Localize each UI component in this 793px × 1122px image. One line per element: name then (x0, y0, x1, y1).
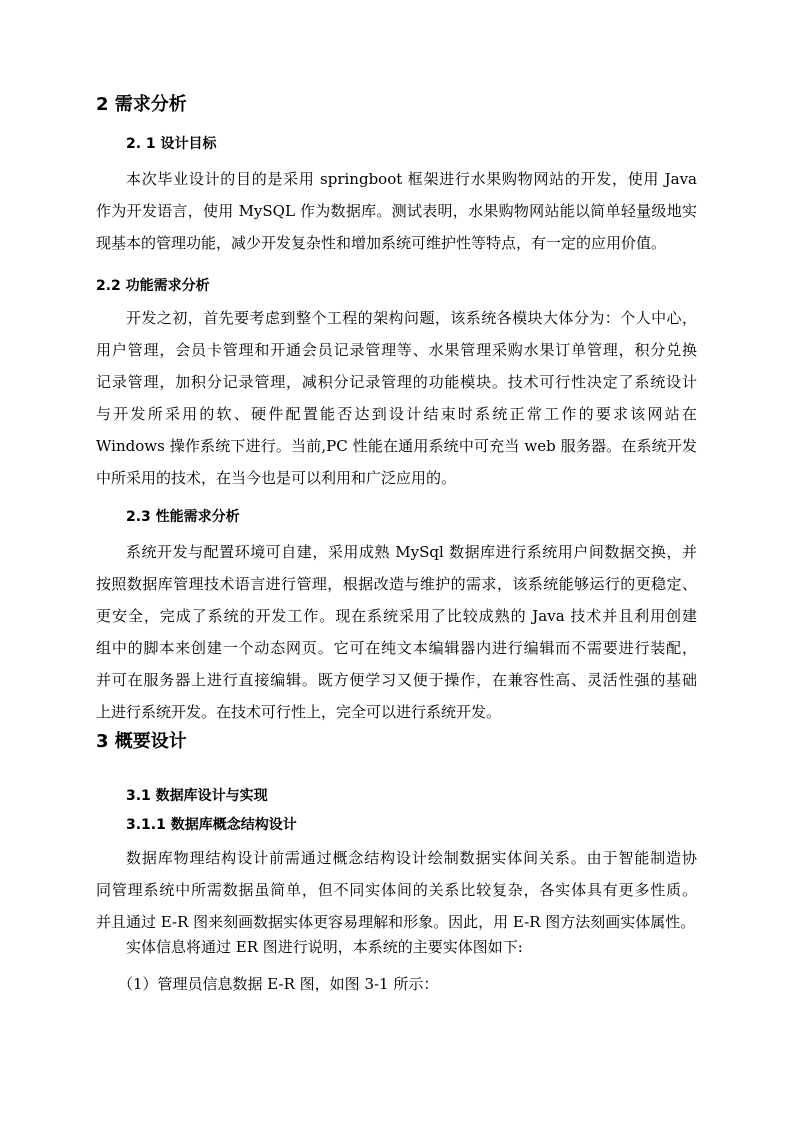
section-2-3-paragraph (96, 536, 697, 728)
section-2-1-heading: 2. 1 设计目标 (126, 136, 217, 152)
paragraph-line: 作为开发语言，使用 MySQL 作为数据库。测试表明，水果购物网站能以简单轻量级地实 (96, 202, 697, 220)
paragraph-line: 中所采用的技术，在当今也是可以利用和广泛应用的。 (96, 469, 457, 487)
section-2-1-paragraph (96, 163, 697, 259)
paragraph-line: 数据库物理结构设计前需通过概念结构设计绘制数据实体间关系。由于智能制造协 (126, 849, 697, 867)
section-3-1-heading: 3.1 数据库设计与实现 (126, 788, 268, 804)
paragraph-line: Windows 操作系统下进行。当前,PC 性能在通用系统中可充当 web 服务器。在系统开发 (96, 437, 697, 455)
paragraph-line: 同管理系统中所需数据虽简单，但不同实体间的关系比较复杂，各实体具有更多性质。 (96, 881, 697, 899)
paragraph-line: 并且通过 E-R 图来刻画数据实体更容易理解和形象。因此，用 E-R 图方法刻画实体属性。 (96, 913, 696, 931)
paragraph-line: 更安全，完成了系统的开发工作。现在系统采用了比较成熟的 Java 技术并且利用创建 (96, 607, 697, 625)
paragraph-line: 上进行系统开发。在技术可行性上，完全可以进行系统开发。 (96, 703, 502, 721)
section-3-1-1-heading: 3.1.1 数据库概念结构设计 (126, 817, 297, 833)
paragraph-line: 与开发所采用的软、硬件配置能否达到设计结束时系统正常工作的要求该网站在 (96, 405, 697, 423)
paragraph-line: 记录管理，加积分记录管理，减积分记录管理的功能模块。技术可行性决定了系统设计 (96, 373, 697, 391)
section-2-2-paragraph (96, 302, 697, 494)
section-2-2-heading: 2.2 功能需求分析 (96, 278, 210, 294)
section-2-heading: 2 需求分析 (96, 94, 187, 115)
paragraph-line: 用户管理，会员卡管理和开通会员记录管理等、水果管理采购水果订单管理，积分兑换 (96, 341, 697, 359)
paragraph-line: 并可在服务器上进行直接编辑。既方便学习又便于操作，在兼容性高、灵活性强的基础 (96, 671, 697, 689)
entity-intro-text: 实体信息将通过 ER 图进行说明，本系统的主要实体图如下: (126, 938, 523, 956)
section-3-heading: 3 概要设计 (96, 731, 187, 752)
list-item-1: （1）管理员信息数据 E-R 图，如图 3-1 所示： (118, 975, 439, 993)
paragraph-line: 系统开发与配置环境可自建，采用成熟 MySql 数据库进行系统用户间数据交换，并 (126, 543, 697, 561)
paragraph-line: 开发之初，首先要考虑到整个工程的架构问题，该系统各模块大体分为：个人中心， (126, 309, 697, 327)
section-2-3-heading: 2.3 性能需求分析 (126, 509, 240, 525)
paragraph-line: 按照数据库管理技术语言进行管理，根据改造与维护的需求，该系统能够运行的更稳定、 (96, 575, 697, 593)
paragraph-line: 本次毕业设计的目的是采用 springboot 框架进行水果购物网站的开发，使用 Java (126, 170, 697, 188)
paragraph-line: 现基本的管理功能，减少开发复杂性和增加系统可维护性等特点，有一定的应用价值。 (96, 234, 667, 252)
paragraph-line: 组中的脚本来创建一个动态网页。它可在纯文本编辑器内进行编辑而不需要进行装配， (96, 639, 697, 657)
section-3-1-1-paragraph (96, 842, 697, 938)
